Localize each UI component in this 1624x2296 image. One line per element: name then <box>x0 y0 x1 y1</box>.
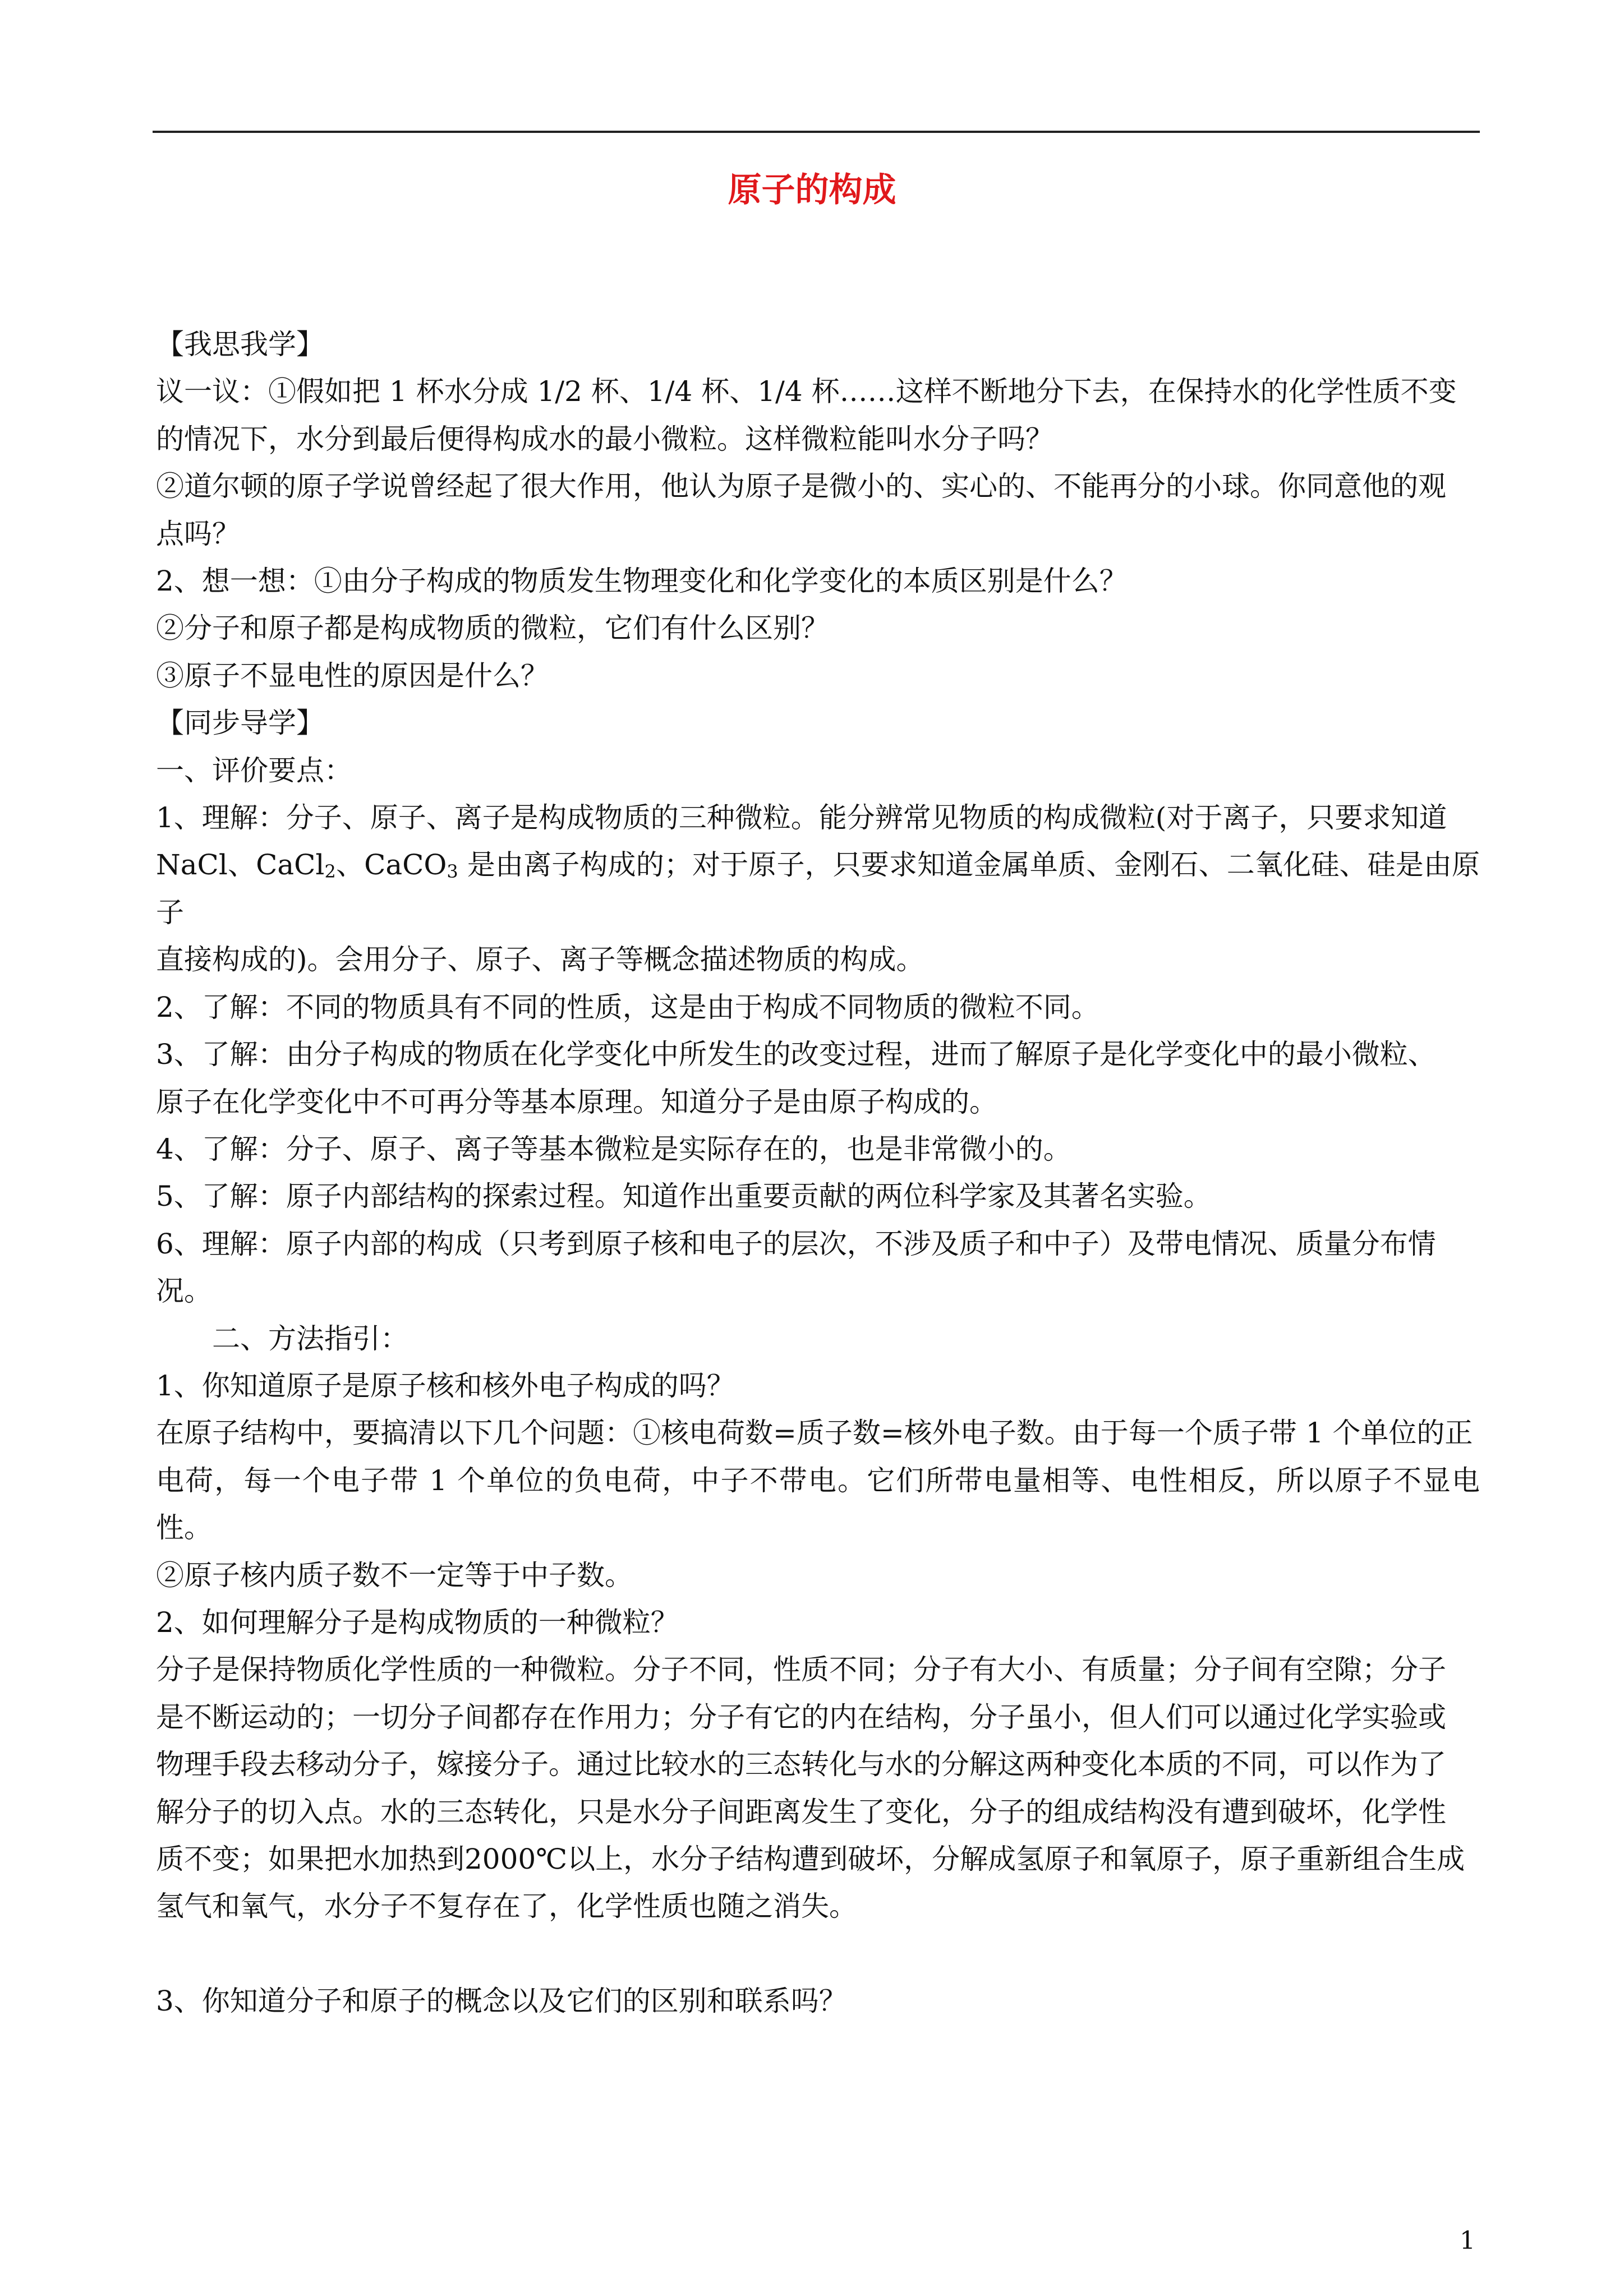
formula-caco3: CaCO <box>364 849 447 882</box>
text-line: ②原子核内质子数不一定等于中子数。 <box>156 1559 633 1592</box>
text-line: ②道尔顿的原子学说曾经起了很大作用，他认为原子是微小的、实心的、不能再分的小球。你同意他的观 <box>156 470 1446 503</box>
text-line: 物理手段去移动分子，嫁接分子。通过比较水的三态转化与水的分解这两种变化本质的不同，可以作为了 <box>156 1748 1446 1781</box>
formula-nacl: NaCl <box>156 849 228 882</box>
text-line: 3、了解：由分子构成的物质在化学变化中所发生的改变过程，进而了解原子是化学变化中的最小微粒、 <box>156 1038 1436 1071</box>
section-heading: 【我思我学】 <box>156 328 324 361</box>
text-line: 4、了解：分子、原子、离子等基本微粒是实际存在的，也是非常微小的。 <box>156 1132 1071 1165</box>
text-line: 5、了解：原子内部结构的探索过程。知道作出重要贡献的两位科学家及其著名实验。 <box>156 1180 1212 1213</box>
question-line: 2、如何理解分子是构成物质的一种微粒？ <box>156 1606 679 1639</box>
text-line: 2、了解：不同的物质具有不同的性质，这是由于构成不同物质的微粒不同。 <box>156 990 1099 1023</box>
separator: 、 <box>335 849 365 882</box>
text-line: 议一议：①假如把 1 杯水分成 1/2 杯、1/4 杯、1/4 杯……这样不断地分下去，在保持水的化学性质不变 <box>156 375 1457 408</box>
formula-line-rest: 是由离子构成的；对于原子，只要求知道金属单质、金刚石、二氧化硅、硅是由原子 <box>156 849 1480 929</box>
text-line: 点吗？ <box>156 517 240 550</box>
text-line: 原子在化学变化中不可再分等基本原理。知道分子是由原子构成的。 <box>156 1085 997 1118</box>
text-line: ②分子和原子都是构成物质的微粒，它们有什么区别？ <box>156 612 829 645</box>
text-line: 解分子的切入点。水的三态转化，只是水分子间距离发生了变化，分子的组成结构没有遭到破坏，化学性 <box>156 1795 1446 1828</box>
text-line: 直接构成的)。会用分子、原子、离子等概念描述物质的构成。 <box>156 943 924 976</box>
text-line: 1、理解：分子、原子、离子是构成物质的三种微粒。能分辨常见物质的构成微粒(对于离子，只要求知道 <box>156 801 1447 835</box>
blank-line <box>156 1930 1480 1977</box>
text-line: 的情况下，水分到最后便得构成水的最小微粒。这样微粒能叫水分子吗？ <box>156 422 1053 455</box>
subsection-heading: 一、评价要点： <box>156 754 352 787</box>
header-rule <box>153 131 1480 133</box>
text-line: 分子是保持物质化学性质的一种微粒。分子不同，性质不同；分子有大小、有质量；分子间有空隙；分子 <box>156 1653 1446 1686</box>
text-line: 况。 <box>156 1275 212 1308</box>
document-title: 原子的构成 <box>728 170 896 210</box>
text-line: 氢气和氧气，水分子不复存在了，化学性质也随之消失。 <box>156 1890 857 1923</box>
section-heading: 【同步导学】 <box>156 707 324 740</box>
question-line: 3、你知道分子和原子的概念以及它们的区别和联系吗？ <box>156 1984 847 2017</box>
text-line: 是不断运动的；一切分子间都存在作用力；分子有它的内在结构，分子虽小，但人们可以通过化学实验或 <box>156 1700 1446 1733</box>
text-line: 2、想一想：①由分子构成的物质发生物理变化和化学变化的本质区别是什么？ <box>156 565 1128 598</box>
document-body <box>156 321 1480 2025</box>
text-line: 质不变；如果把水加热到2000℃以上，水分子结构遭到破坏，分解成氢原子和氧原子，原子重新组合生成 <box>156 1843 1465 1875</box>
question-line: 1、你知道原子是原子核和核外电子构成的吗？ <box>156 1369 735 1402</box>
formula-cacl2: CaCl <box>256 849 325 882</box>
text-line: ③原子不显电性的原因是什么？ <box>156 659 549 692</box>
formula-line <box>156 841 1480 936</box>
subscript: 2 <box>324 861 336 883</box>
text-line: 电荷，每一个电子带 1 个单位的负电荷，中子不带电。它们所带电量相等、电性相反，所以原子不显电性。 <box>156 1464 1480 1545</box>
text-line: 6、理解：原子内部的构成（只考到原子核和电子的层次，不涉及质子和中子）及带电情况、质量分布情 <box>156 1227 1436 1260</box>
page-number: 1 <box>1460 2226 1475 2255</box>
text-line: 在原子结构中，要搞清以下几个问题：①核电荷数=质子数=核外电子数。由于每一个质子带 1 个单位的正 <box>156 1417 1473 1450</box>
separator: 、 <box>227 849 256 882</box>
subsection-heading: 二、方法指引： <box>212 1322 408 1355</box>
subscript: 3 <box>447 861 458 883</box>
